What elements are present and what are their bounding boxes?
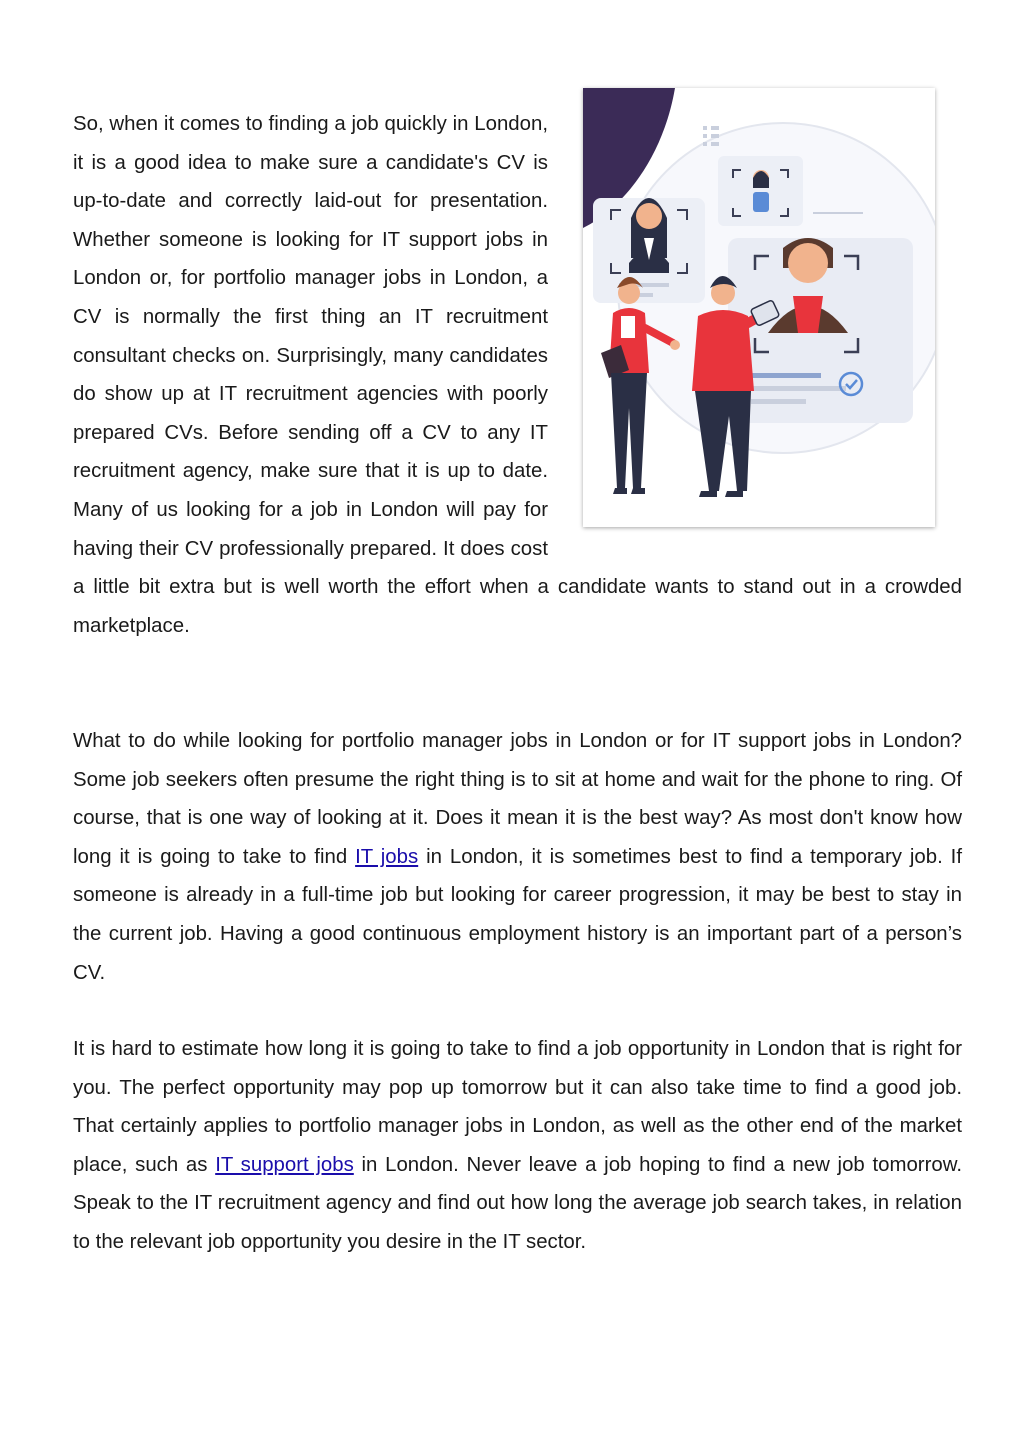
paragraph-2-text-after: in London, it is sometimes best to find a temporary job. If someone is already in a full-time job but looking for career progression, it may be best to stay in the current job. Having a good continuous employment history is an important part of a person’s CV. <box>73 845 962 984</box>
it-support-jobs-link[interactable]: IT support jobs <box>215 1153 354 1176</box>
paragraph-2 <box>73 722 962 992</box>
paragraph-3-text-after: in London. Never leave a job hoping to find a new job tomorrow. Speak to the IT recruitment agency and find out how long the average job search takes, in relation to the relevant job opportunity you desire in the IT sector. <box>73 1153 962 1253</box>
paragraph-1-text: So, when it comes to finding a job quickly in London, it is a good idea to make sure a candidate's CV is up-to-date and correctly laid-out for presentation. Whether someone is looking for IT support jobs in London or, for portfolio manager jobs in London, a CV is normally the first thing an IT recruitment consultant checks on. Surprisingly, many candidates do show up at IT recruitment agencies with poorly prepared CVs. Before sending off a CV to any IT recruitment agency, make sure that it is up to date. Many of us looking for a job in London will pay for having their CV professionally prepared. It does cost a little bit extra but is well worth the effort when a candidate wants to stand out in a crowded marketplace. <box>73 113 962 637</box>
paragraph-2-text-before: What to do while looking for portfolio manager jobs in London or for IT support jobs in London? Some job seekers often presume the right thing is to sit at home and wait for the phone to ring. Of course, that is one way of looking at it. Does it mean it is the best way? As most don't know how long it is going to take to find <box>73 730 962 868</box>
it-jobs-link[interactable]: IT jobs <box>355 845 419 868</box>
recruitment-illustration-icon <box>583 88 935 527</box>
paragraph-3 <box>73 1030 962 1262</box>
illustration-wrapper <box>548 105 962 547</box>
paragraph-3-text-before: It is hard to estimate how long it is going to take to find a job opportunity in London that is right for you. The perfect opportunity may pop up tomorrow but it can also take time to find a good job. That certainly applies to portfolio manager jobs in London, as well as the other end of the market place, such as <box>73 1038 962 1176</box>
paragraph-1 <box>73 105 962 645</box>
illustration-card <box>583 88 935 527</box>
